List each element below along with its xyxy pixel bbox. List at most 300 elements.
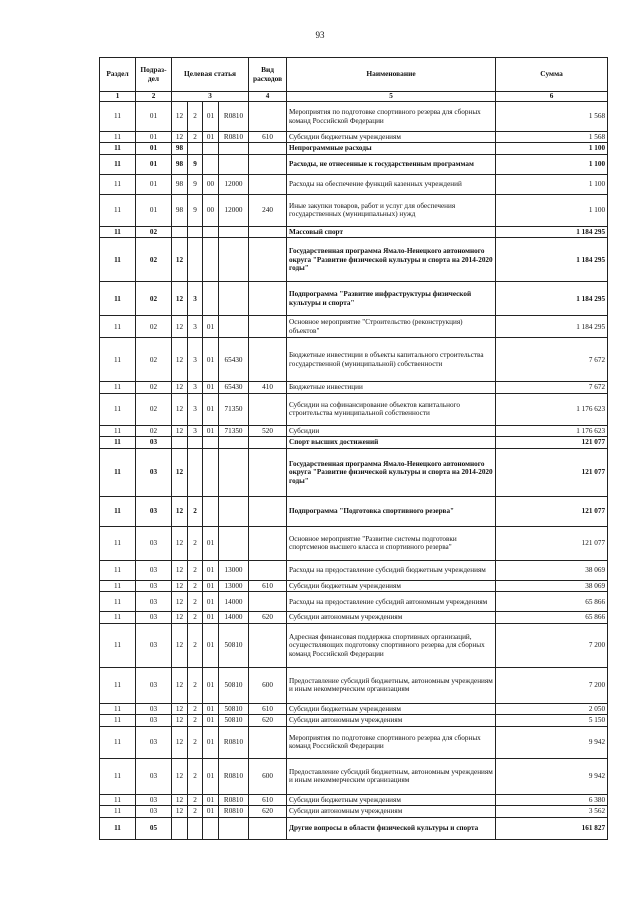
direction-code-cell: R0810 xyxy=(219,758,249,794)
activity-code-cell: 01 xyxy=(203,592,219,612)
naimenovanie-cell: Другие вопросы в области физической культуры и спорта xyxy=(287,817,496,839)
razdel-cell: 11 xyxy=(100,382,136,393)
vid-rashodov-cell: 520 xyxy=(249,425,287,436)
razdel-cell: 11 xyxy=(100,226,136,237)
summa-cell: 161 827 xyxy=(496,817,608,839)
program-code-cell: 12 xyxy=(172,238,188,282)
subprogram-code-cell: 3 xyxy=(188,425,203,436)
direction-code-cell xyxy=(219,496,249,526)
table-row xyxy=(100,794,608,805)
index-5: 5 xyxy=(287,92,496,102)
program-code-cell: 12 xyxy=(172,758,188,794)
activity-code-cell: 01 xyxy=(203,425,219,436)
direction-code-cell: 71350 xyxy=(219,425,249,436)
naimenovanie-cell: Субсидии бюджетным учреждениям xyxy=(287,794,496,805)
table-row xyxy=(100,623,608,667)
vid-rashodov-cell: 610 xyxy=(249,580,287,591)
table-row xyxy=(100,437,608,448)
activity-code-cell: 01 xyxy=(203,393,219,425)
table-row xyxy=(100,143,608,154)
podrazdel-cell: 03 xyxy=(136,623,172,667)
podrazdel-cell: 01 xyxy=(136,174,172,194)
activity-code-cell: 01 xyxy=(203,580,219,591)
summa-cell: 1 176 623 xyxy=(496,393,608,425)
vid-rashodov-cell: 600 xyxy=(249,758,287,794)
table-row xyxy=(100,132,608,143)
podrazdel-cell: 02 xyxy=(136,238,172,282)
vid-rashodov-cell: 610 xyxy=(249,794,287,805)
program-code-cell: 12 xyxy=(172,382,188,393)
naimenovanie-cell: Расходы, не отнесенные к государственным программам xyxy=(287,154,496,174)
program-code-cell: 12 xyxy=(172,526,188,560)
podrazdel-cell: 02 xyxy=(136,338,172,382)
subprogram-code-cell xyxy=(188,437,203,448)
summa-cell: 2 050 xyxy=(496,703,608,714)
summa-cell: 1 100 xyxy=(496,194,608,226)
vid-rashodov-cell xyxy=(249,238,287,282)
razdel-cell: 11 xyxy=(100,194,136,226)
subprogram-code-cell: 3 xyxy=(188,338,203,382)
subprogram-code-cell xyxy=(188,143,203,154)
podrazdel-cell: 01 xyxy=(136,143,172,154)
podrazdel-cell: 03 xyxy=(136,715,172,726)
podrazdel-cell: 02 xyxy=(136,316,172,338)
header-naimenovanie: Наименование xyxy=(287,58,496,92)
naimenovanie-cell: Субсидии бюджетным учреждениям xyxy=(287,132,496,143)
program-code-cell: 12 xyxy=(172,715,188,726)
summa-cell: 121 077 xyxy=(496,437,608,448)
activity-code-cell xyxy=(203,496,219,526)
table-row xyxy=(100,612,608,623)
naimenovanie-cell: Предоставление субсидий бюджетным, автономным учреждениям и иным некоммерческим организациям xyxy=(287,758,496,794)
vid-rashodov-cell xyxy=(249,316,287,338)
activity-code-cell: 01 xyxy=(203,806,219,817)
direction-code-cell xyxy=(219,437,249,448)
direction-code-cell: 12000 xyxy=(219,174,249,194)
vid-rashodov-cell xyxy=(249,102,287,132)
index-6: 6 xyxy=(496,92,608,102)
razdel-cell: 11 xyxy=(100,448,136,496)
activity-code-cell xyxy=(203,282,219,316)
summa-cell: 121 077 xyxy=(496,448,608,496)
podrazdel-cell: 03 xyxy=(136,726,172,758)
naimenovanie-cell: Мероприятия по подготовке спортивного резерва для сборных команд Российской Федерации xyxy=(287,102,496,132)
index-3: 3 xyxy=(172,92,249,102)
naimenovanie-cell: Субсидии на софинансирование объектов капитального строительства муниципальной собственности xyxy=(287,393,496,425)
subprogram-code-cell xyxy=(188,226,203,237)
vid-rashodov-cell: 610 xyxy=(249,703,287,714)
naimenovanie-cell: Предоставление субсидий бюджетным, автономным учреждениям и иным некоммерческим организациям xyxy=(287,667,496,703)
naimenovanie-cell: Государственная программа Ямало-Ненецкого автономного округа "Развитие физической культуры и спорта на 2014-2020 годы" xyxy=(287,448,496,496)
naimenovanie-cell: Субсидии xyxy=(287,425,496,436)
table-row xyxy=(100,238,608,282)
vid-rashodov-cell xyxy=(249,282,287,316)
subprogram-code-cell: 2 xyxy=(188,703,203,714)
activity-code-cell xyxy=(203,143,219,154)
subprogram-code-cell: 2 xyxy=(188,667,203,703)
program-code-cell: 12 xyxy=(172,132,188,143)
direction-code-cell xyxy=(219,282,249,316)
summa-cell: 1 184 295 xyxy=(496,316,608,338)
vid-rashodov-cell xyxy=(249,560,287,580)
razdel-cell: 11 xyxy=(100,560,136,580)
program-code-cell: 12 xyxy=(172,282,188,316)
subprogram-code-cell: 2 xyxy=(188,526,203,560)
razdel-cell: 11 xyxy=(100,592,136,612)
razdel-cell: 11 xyxy=(100,806,136,817)
program-code-cell: 98 xyxy=(172,174,188,194)
podrazdel-cell: 03 xyxy=(136,448,172,496)
direction-code-cell: R0810 xyxy=(219,102,249,132)
summa-cell: 7 200 xyxy=(496,623,608,667)
table-row xyxy=(100,817,608,839)
table-row xyxy=(100,194,608,226)
activity-code-cell: 01 xyxy=(203,560,219,580)
index-2: 2 xyxy=(136,92,172,102)
subprogram-code-cell: 3 xyxy=(188,282,203,316)
podrazdel-cell: 03 xyxy=(136,526,172,560)
direction-code-cell: 50810 xyxy=(219,703,249,714)
summa-cell: 5 150 xyxy=(496,715,608,726)
program-code-cell: 12 xyxy=(172,806,188,817)
subprogram-code-cell: 9 xyxy=(188,194,203,226)
program-code-cell: 98 xyxy=(172,194,188,226)
activity-code-cell: 01 xyxy=(203,102,219,132)
subprogram-code-cell: 2 xyxy=(188,623,203,667)
podrazdel-cell: 03 xyxy=(136,794,172,805)
naimenovanie-cell: Государственная программа Ямало-Ненецкого автономного округа "Развитие физической культуры и спорта на 2014-2020 годы" xyxy=(287,238,496,282)
direction-code-cell: 14000 xyxy=(219,592,249,612)
direction-code-cell: 12000 xyxy=(219,194,249,226)
activity-code-cell xyxy=(203,238,219,282)
vid-rashodov-cell xyxy=(249,592,287,612)
table-row xyxy=(100,758,608,794)
program-code-cell: 12 xyxy=(172,667,188,703)
naimenovanie-cell: Бюджетные инвестиции в объекты капитального строительства государственной (муниципальной) собственности xyxy=(287,338,496,382)
table-row xyxy=(100,726,608,758)
activity-code-cell: 00 xyxy=(203,194,219,226)
table-row xyxy=(100,580,608,591)
subprogram-code-cell: 2 xyxy=(188,612,203,623)
program-code-cell: 12 xyxy=(172,623,188,667)
razdel-cell: 11 xyxy=(100,794,136,805)
activity-code-cell: 01 xyxy=(203,338,219,382)
header-razdel: Раздел xyxy=(100,58,136,92)
summa-cell: 1 100 xyxy=(496,143,608,154)
direction-code-cell: R0810 xyxy=(219,806,249,817)
subprogram-code-cell: 3 xyxy=(188,316,203,338)
summa-cell: 7 672 xyxy=(496,382,608,393)
direction-code-cell: 14000 xyxy=(219,612,249,623)
vid-rashodov-cell: 620 xyxy=(249,806,287,817)
vid-rashodov-cell xyxy=(249,496,287,526)
header-summa: Сумма xyxy=(496,58,608,92)
table-row xyxy=(100,496,608,526)
vid-rashodov-cell xyxy=(249,726,287,758)
activity-code-cell: 01 xyxy=(203,726,219,758)
vid-rashodov-cell xyxy=(249,226,287,237)
subprogram-code-cell: 2 xyxy=(188,132,203,143)
index-1: 1 xyxy=(100,92,136,102)
summa-cell: 38 069 xyxy=(496,560,608,580)
summa-cell: 9 942 xyxy=(496,758,608,794)
podrazdel-cell: 01 xyxy=(136,132,172,143)
direction-code-cell: 65430 xyxy=(219,382,249,393)
summa-cell: 9 942 xyxy=(496,726,608,758)
table-row xyxy=(100,806,608,817)
razdel-cell: 11 xyxy=(100,667,136,703)
vid-rashodov-cell xyxy=(249,437,287,448)
razdel-cell: 11 xyxy=(100,612,136,623)
direction-code-cell: R0810 xyxy=(219,794,249,805)
program-code-cell: 12 xyxy=(172,448,188,496)
razdel-cell: 11 xyxy=(100,132,136,143)
naimenovanie-cell: Основное мероприятие "Строительство (реконструкция) объектов" xyxy=(287,316,496,338)
razdel-cell: 11 xyxy=(100,238,136,282)
vid-rashodov-cell xyxy=(249,154,287,174)
table-row xyxy=(100,226,608,237)
direction-code-cell xyxy=(219,817,249,839)
naimenovanie-cell: Субсидии автономным учреждениям xyxy=(287,612,496,623)
razdel-cell: 11 xyxy=(100,102,136,132)
vid-rashodov-cell: 600 xyxy=(249,667,287,703)
summa-cell: 121 077 xyxy=(496,526,608,560)
program-code-cell: 12 xyxy=(172,102,188,132)
table-row xyxy=(100,526,608,560)
podrazdel-cell: 02 xyxy=(136,425,172,436)
vid-rashodov-cell xyxy=(249,526,287,560)
table-row xyxy=(100,448,608,496)
activity-code-cell: 00 xyxy=(203,174,219,194)
summa-cell: 1 568 xyxy=(496,102,608,132)
program-code-cell: 12 xyxy=(172,580,188,591)
podrazdel-cell: 05 xyxy=(136,817,172,839)
podrazdel-cell: 01 xyxy=(136,154,172,174)
summa-cell: 1 184 295 xyxy=(496,238,608,282)
summa-cell: 65 866 xyxy=(496,592,608,612)
naimenovanie-cell: Субсидии автономным учреждениям xyxy=(287,806,496,817)
summa-cell: 1 100 xyxy=(496,154,608,174)
vid-rashodov-cell xyxy=(249,174,287,194)
razdel-cell: 11 xyxy=(100,174,136,194)
direction-code-cell: 65430 xyxy=(219,338,249,382)
naimenovanie-cell: Иные закупки товаров, работ и услуг для обеспечения государственных (муниципальных) нужд xyxy=(287,194,496,226)
direction-code-cell: R0810 xyxy=(219,132,249,143)
activity-code-cell xyxy=(203,448,219,496)
subprogram-code-cell: 3 xyxy=(188,393,203,425)
summa-cell: 6 380 xyxy=(496,794,608,805)
naimenovanie-cell: Подпрограмма "Подготовка спортивного резерва" xyxy=(287,496,496,526)
activity-code-cell xyxy=(203,154,219,174)
subprogram-code-cell: 2 xyxy=(188,794,203,805)
summa-cell: 1 176 623 xyxy=(496,425,608,436)
naimenovanie-cell: Массовый спорт xyxy=(287,226,496,237)
subprogram-code-cell: 2 xyxy=(188,592,203,612)
podrazdel-cell: 02 xyxy=(136,382,172,393)
activity-code-cell xyxy=(203,437,219,448)
direction-code-cell: 13000 xyxy=(219,580,249,591)
summa-cell: 1 184 295 xyxy=(496,226,608,237)
subprogram-code-cell xyxy=(188,448,203,496)
direction-code-cell xyxy=(219,526,249,560)
header-podrazdel: Подраз- дел xyxy=(136,58,172,92)
direction-code-cell xyxy=(219,316,249,338)
razdel-cell: 11 xyxy=(100,282,136,316)
summa-cell: 38 069 xyxy=(496,580,608,591)
table-body xyxy=(100,102,608,840)
activity-code-cell: 01 xyxy=(203,715,219,726)
podrazdel-cell: 03 xyxy=(136,580,172,591)
table-row xyxy=(100,393,608,425)
podrazdel-cell: 03 xyxy=(136,496,172,526)
razdel-cell: 11 xyxy=(100,154,136,174)
program-code-cell xyxy=(172,817,188,839)
direction-code-cell xyxy=(219,226,249,237)
program-code-cell: 12 xyxy=(172,393,188,425)
razdel-cell: 11 xyxy=(100,623,136,667)
direction-code-cell: 13000 xyxy=(219,560,249,580)
summa-cell: 7 672 xyxy=(496,338,608,382)
subprogram-code-cell: 2 xyxy=(188,560,203,580)
activity-code-cell: 01 xyxy=(203,667,219,703)
budget-table xyxy=(99,57,608,840)
naimenovanie-cell: Основное мероприятие "Развитие системы подготовки спортсменов высшего класса и спортивного резерва" xyxy=(287,526,496,560)
direction-code-cell xyxy=(219,448,249,496)
podrazdel-cell: 02 xyxy=(136,393,172,425)
razdel-cell: 11 xyxy=(100,758,136,794)
activity-code-cell xyxy=(203,226,219,237)
razdel-cell: 11 xyxy=(100,338,136,382)
summa-cell: 3 562 xyxy=(496,806,608,817)
vid-rashodov-cell xyxy=(249,338,287,382)
vid-rashodov-cell xyxy=(249,143,287,154)
program-code-cell: 98 xyxy=(172,143,188,154)
direction-code-cell: 50810 xyxy=(219,667,249,703)
vid-rashodov-cell xyxy=(249,623,287,667)
naimenovanie-cell: Непрограммные расходы xyxy=(287,143,496,154)
table-row xyxy=(100,102,608,132)
direction-code-cell: 50810 xyxy=(219,715,249,726)
vid-rashodov-cell xyxy=(249,393,287,425)
razdel-cell: 11 xyxy=(100,715,136,726)
table-row xyxy=(100,382,608,393)
podrazdel-cell: 03 xyxy=(136,560,172,580)
naimenovanie-cell: Субсидии автономным учреждениям xyxy=(287,715,496,726)
activity-code-cell: 01 xyxy=(203,526,219,560)
subprogram-code-cell: 2 xyxy=(188,715,203,726)
subprogram-code-cell xyxy=(188,238,203,282)
header-row xyxy=(100,58,608,92)
program-code-cell: 12 xyxy=(172,560,188,580)
subprogram-code-cell xyxy=(188,817,203,839)
podrazdel-cell: 03 xyxy=(136,612,172,623)
vid-rashodov-cell: 410 xyxy=(249,382,287,393)
vid-rashodov-cell xyxy=(249,448,287,496)
naimenovanie-cell: Подпрограмма "Развитие инфраструктуры физической культуры и спорта" xyxy=(287,282,496,316)
podrazdel-cell: 01 xyxy=(136,194,172,226)
activity-code-cell: 01 xyxy=(203,132,219,143)
index-4: 4 xyxy=(249,92,287,102)
razdel-cell: 11 xyxy=(100,496,136,526)
podrazdel-cell: 03 xyxy=(136,437,172,448)
razdel-cell: 11 xyxy=(100,580,136,591)
header-vid-rashodov: Вид расходов xyxy=(249,58,287,92)
naimenovanie-cell: Спорт высших достижений xyxy=(287,437,496,448)
razdel-cell: 11 xyxy=(100,316,136,338)
direction-code-cell: 50810 xyxy=(219,623,249,667)
summa-cell: 1 568 xyxy=(496,132,608,143)
table-row xyxy=(100,425,608,436)
direction-code-cell: 71350 xyxy=(219,393,249,425)
program-code-cell: 12 xyxy=(172,703,188,714)
summa-cell: 65 866 xyxy=(496,612,608,623)
razdel-cell: 11 xyxy=(100,143,136,154)
table-row xyxy=(100,174,608,194)
program-code-cell: 98 xyxy=(172,154,188,174)
razdel-cell: 11 xyxy=(100,817,136,839)
program-code-cell: 12 xyxy=(172,425,188,436)
activity-code-cell xyxy=(203,817,219,839)
column-index-row xyxy=(100,92,608,102)
podrazdel-cell: 03 xyxy=(136,703,172,714)
razdel-cell: 11 xyxy=(100,526,136,560)
table-row xyxy=(100,338,608,382)
subprogram-code-cell: 2 xyxy=(188,102,203,132)
razdel-cell: 11 xyxy=(100,726,136,758)
summa-cell: 7 200 xyxy=(496,667,608,703)
naimenovanie-cell: Адресная финансовая поддержка спортивных организаций, осуществляющих подготовку спортивного резерва для сборных команд Российской Федерации xyxy=(287,623,496,667)
subprogram-code-cell: 2 xyxy=(188,726,203,758)
naimenovanie-cell: Расходы на обеспечение функций казенных учреждений xyxy=(287,174,496,194)
naimenovanie-cell: Расходы на предоставление субсидий автономным учреждениям xyxy=(287,592,496,612)
table-row xyxy=(100,282,608,316)
subprogram-code-cell: 2 xyxy=(188,806,203,817)
activity-code-cell: 01 xyxy=(203,794,219,805)
podrazdel-cell: 02 xyxy=(136,282,172,316)
program-code-cell xyxy=(172,226,188,237)
podrazdel-cell: 03 xyxy=(136,758,172,794)
vid-rashodov-cell: 610 xyxy=(249,132,287,143)
razdel-cell: 11 xyxy=(100,437,136,448)
subprogram-code-cell: 3 xyxy=(188,382,203,393)
program-code-cell: 12 xyxy=(172,496,188,526)
razdel-cell: 11 xyxy=(100,425,136,436)
program-code-cell: 12 xyxy=(172,612,188,623)
program-code-cell xyxy=(172,437,188,448)
podrazdel-cell: 03 xyxy=(136,667,172,703)
summa-cell: 1 100 xyxy=(496,174,608,194)
table-row xyxy=(100,560,608,580)
podrazdel-cell: 02 xyxy=(136,226,172,237)
direction-code-cell: R0810 xyxy=(219,726,249,758)
program-code-cell: 12 xyxy=(172,338,188,382)
table-row xyxy=(100,154,608,174)
naimenovanie-cell: Расходы на предоставление субсидий бюджетным учреждениям xyxy=(287,560,496,580)
vid-rashodov-cell: 240 xyxy=(249,194,287,226)
table-row xyxy=(100,316,608,338)
podrazdel-cell: 03 xyxy=(136,592,172,612)
program-code-cell: 12 xyxy=(172,726,188,758)
naimenovanie-cell: Бюджетные инвестиции xyxy=(287,382,496,393)
program-code-cell: 12 xyxy=(172,794,188,805)
vid-rashodov-cell: 620 xyxy=(249,612,287,623)
program-code-cell: 12 xyxy=(172,592,188,612)
summa-cell: 1 184 295 xyxy=(496,282,608,316)
vid-rashodov-cell: 620 xyxy=(249,715,287,726)
subprogram-code-cell: 9 xyxy=(188,154,203,174)
subprogram-code-cell: 9 xyxy=(188,174,203,194)
naimenovanie-cell: Субсидии бюджетным учреждениям xyxy=(287,580,496,591)
